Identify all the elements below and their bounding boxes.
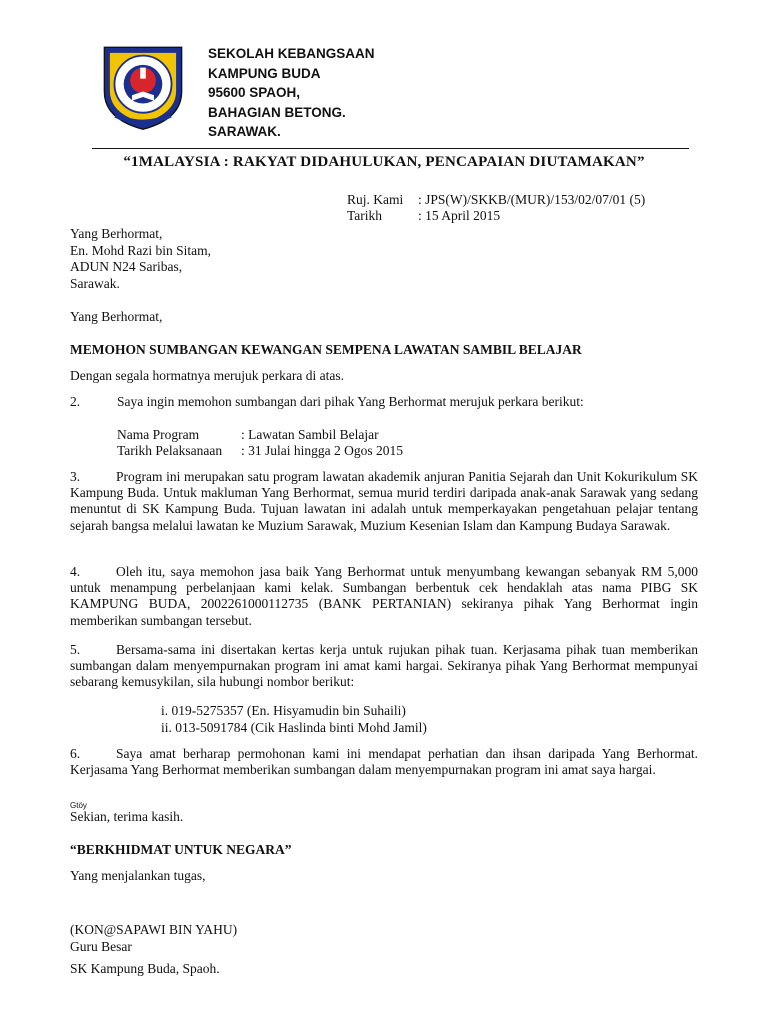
para-number: 5. [70,642,81,657]
salutation: Yang Berhormat, [70,309,163,324]
para-number: 4. [70,564,81,579]
program-name-label: Nama Program [117,427,200,442]
paragraph-5 [70,642,698,691]
ref-value: : JPS(W)/SKKB/(MUR)/153/02/07/01 (5) [418,192,646,207]
signatory-school: SK Kampung Buda, Spaoh. [70,961,220,976]
school-crest-logo [97,40,189,132]
para-5-text: Bersama-sama ini disertakan kertas kerja untuk rujukan pihak tuan. Kerjasama pihak tuan memberikan sumbangan dalam menyempurnakan program ini amat kami hargai. Sekiranya pihak Yang Berhormat mempunyai sebarang kemusykilan, sila hubungi nombor berikut: [70,642,698,690]
program-date-value: : 31 Julai hingga 2 Ogos 2015 [241,443,403,458]
motto: “1MALAYSIA : RAKYAT DIDAHULUKAN, PENCAPAIAN DIUTAMAKAN” [123,154,645,170]
school-line: 95600 SPAOH, [208,85,301,100]
school-line: KAMPUNG BUDA [208,65,321,81]
school-address [208,44,375,142]
para-3-text: Program ini merupakan satu program lawatan akademik anjuran Panitia Sejarah dan Unit Kokurikulum SK Kampung Buda. Untuk makluman Yang Berhormat, semua murid terdiri daripada anak-anak Sarawak yang sedang menuntut di SK Kampung Buda. Tujuan lawatan ini adalah untuk memperkayakan pengetahuan pelajar tentang sejarah bangsa melalui lawatan ke Muzium Sarawak, Muzium Kesenian Islam dan Kampung Budaya Sarawak. [70,469,698,533]
date-label: Tarikh [347,208,383,223]
sign-off: Yang menjalankan tugas, [70,868,206,883]
signatory-title: Guru Besar [70,939,132,954]
school-line: SEKOLAH KEBANGSAAN [208,46,375,61]
para-number: 6. [70,746,81,761]
paragraph-4 [70,564,698,629]
para-2-text: Saya ingin memohon sumbangan dari pihak Yang Berhormat merujuk perkara berikut: [117,394,584,409]
para-4-text: Oleh itu, saya memohon jasa baik Yang Berhormat untuk menyumbang kewangan sebanyak RM 5,000 untuk menampung perbelanjaan kami kelak. Sumbangan berbentuk cek hendaklah atas nama PIBG SK KAMPUNG BUDA, 2002261000112735 (BANK PERTANIAN) sekiranya pihak Yang Berhormat ingin memberikan sumbangan tersebut. [70,564,698,628]
recipient-line: Sarawak. [70,276,120,291]
para-number: 3. [70,469,81,484]
para-number: 2. [70,394,81,409]
school-line: BAHAGIAN BETONG. [208,104,346,120]
signatory-name: (KON@SAPAWI BIN YAHU) [70,922,238,937]
slogan: “BERKHIDMAT UNTUK NEGARA” [70,842,292,857]
para-6-text: Saya amat berharap permohonan kami ini mendapat perhatian dan ihsan daripada Yang Berhormat. Kerjasama Yang Berhormat memberikan sumbangan dalam menyempurnakan program ini amat saya hargai. [70,746,698,778]
program-name-value: : Lawatan Sambil Belajar [241,427,379,442]
recipient-line: ADUN N24 Saribas, [70,259,183,274]
subject-heading: MEMOHON SUMBANGAN KEWANGAN SEMPENA LAWATAN SAMBIL BELAJAR [70,342,582,357]
tiny-note: Gtöy [70,801,87,810]
recipient-line: En. Mohd Razi bin Sitam, [70,243,211,258]
recipient-line: Yang Berhormat, [70,226,163,241]
program-date-label: Tarikh Pelaksanaan [117,443,223,458]
opening-line: Dengan segala hormatnya merujuk perkara di atas. [70,368,345,383]
date-value: : 15 April 2015 [418,208,501,223]
closing-line: Sekian, terima kasih. [70,809,184,824]
paragraph-3 [70,469,698,534]
ref-label: Ruj. Kami [347,192,404,207]
contact-item: i. 019-5275357 (En. Hisyamudin bin Suhaili) [161,703,406,718]
contact-item: ii. 013-5091784 (Cik Haslinda binti Mohd Jamil) [161,720,427,735]
school-line: SARAWAK. [208,124,281,139]
header-divider [92,148,689,149]
paragraph-6 [70,746,698,778]
